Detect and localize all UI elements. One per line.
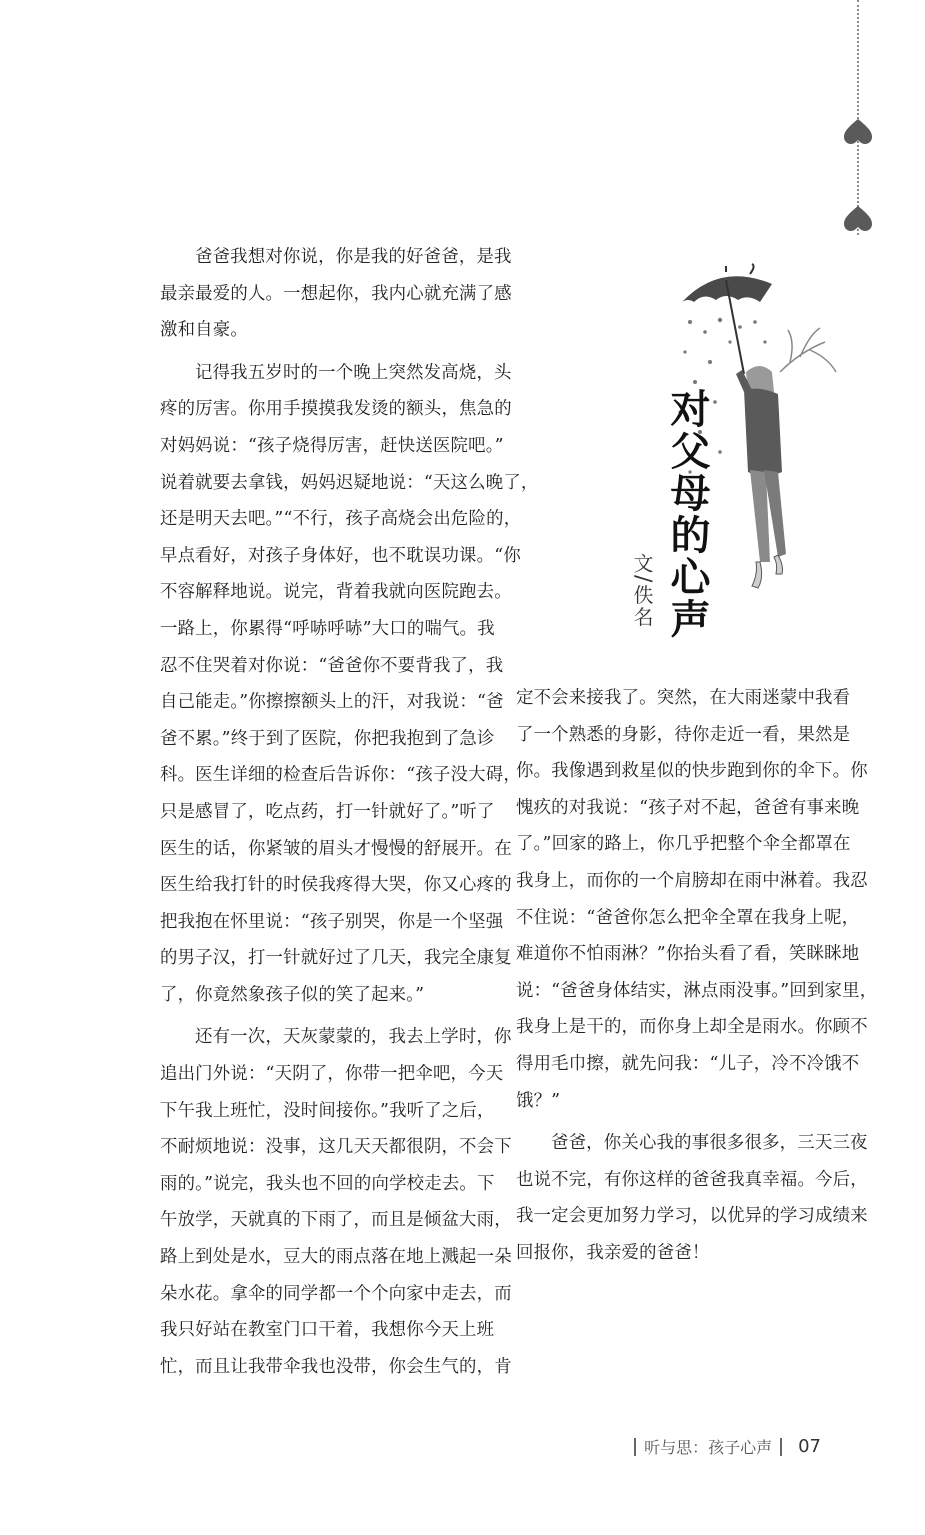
text-line: 爸爸，你关心我的事很多很多，三天三夜 xyxy=(551,1133,868,1154)
text-line: 你。我像遇到救星似的快步跑到你的伞下。你 xyxy=(516,761,868,782)
text-line: 我只好站在教室门口干着，我想你今天上班 xyxy=(160,1320,495,1341)
text-line: 定不会来接我了。突然，在大雨迷蒙中我看 xyxy=(516,688,851,708)
text-line: 激和自豪。 xyxy=(160,320,248,341)
footer-divider xyxy=(780,1438,782,1456)
text-line: 得用毛巾擦，就先问我：“儿子，冷不冷饿不 xyxy=(516,1053,860,1074)
text-line: 医生给我打针的时侯我疼得大哭，你又心疼的 xyxy=(160,875,512,896)
text-line: 追出门外说：“天阴了，你带一把伞吧，今天 xyxy=(160,1064,504,1085)
text-line: 不住说：“爸爸你怎么把伞全罩在我身上呢， xyxy=(516,907,860,928)
text-line: 科。医生详细的检查后告诉你：“孩子没大碍， xyxy=(160,765,521,786)
text-line: 我身上是干的，而你身上却全是雨水。你顾不 xyxy=(516,1017,868,1038)
byline-slash: / xyxy=(630,575,655,585)
text-line: 忍不住哭着对你说：“爸爸你不要背我了，我 xyxy=(160,655,504,676)
paragraph xyxy=(516,680,878,1119)
text-line: 雨的。”说完，我头也不回的向学校走去。下 xyxy=(160,1173,495,1194)
text-line: 的男子汉，打一针就好过了几天，我完全康复 xyxy=(160,948,512,969)
text-line: 了一个熟悉的身影，待你走近一看，果然是 xyxy=(516,724,851,745)
right-column xyxy=(516,680,878,1272)
text-line: 了。”回家的路上，你几乎把整个伞全都罩在 xyxy=(516,834,851,855)
text-line: 还有一次，天灰蒙蒙的，我去上学时，你 xyxy=(195,1027,512,1048)
text-line: 饿？” xyxy=(516,1090,561,1111)
article-title: 对父母的心声 xyxy=(664,388,710,640)
text-line: 午放学，天就真的下雨了，而且是倾盆大雨， xyxy=(160,1210,512,1231)
text-line: 最亲最爱的人。一想起你，我内心就充满了感 xyxy=(160,283,512,304)
paragraph xyxy=(160,1019,512,1385)
article-byline xyxy=(628,553,657,628)
left-column xyxy=(160,239,539,1385)
text-line: 不耐烦地说：没事，这几天天都很阴，不会下 xyxy=(160,1137,512,1158)
text-line: 不容解释地说。说完，背着我就向医院跑去。 xyxy=(160,582,512,603)
text-line: 我一定会更加努力学习，以优异的学习成绩来 xyxy=(516,1206,868,1227)
text-line: 回报你，我亲爱的爸爸！ xyxy=(516,1242,710,1263)
text-line: 忙，而且让我带伞我也没带，你会生气的，肯 xyxy=(160,1356,512,1377)
paragraph xyxy=(160,239,512,349)
text-line: 一路上，你累得“呼哧呼哧”大口的喘气。我 xyxy=(160,618,495,639)
text-line: 我身上，而你的一个肩膀却在雨中淋着。我忍 xyxy=(516,870,868,891)
text-line: 说：“爸爸身体结实，淋点雨没事。”回到家里， xyxy=(516,980,878,1001)
text-line: 把我抱在怀里说：“孩子别哭，你是一个坚强 xyxy=(160,911,504,932)
paragraph xyxy=(160,355,539,1014)
text-line: 愧疚的对我说：“孩子对不起，爸爸有事来晚 xyxy=(516,797,860,818)
paragraph xyxy=(516,1125,868,1271)
text-line: 记得我五岁时的一个晚上突然发高烧，头 xyxy=(195,362,512,383)
text-line: 早点看好，对孩子身体好，也不耽误功课。“你 xyxy=(160,545,521,566)
text-line: 爸不累。”终于到了医院，你把我抱到了急诊 xyxy=(160,728,495,749)
text-line: 了，你竟然象孩子似的笑了起来。” xyxy=(160,984,425,1005)
text-line: 疼的厉害。你用手摸摸我发烫的额头，焦急的 xyxy=(160,399,512,420)
text-line: 也说不完，有你这样的爸爸我真幸福。今后， xyxy=(516,1169,868,1190)
text-line: 说着就要去拿钱，妈妈迟疑地说：“天这么晚了， xyxy=(160,472,539,493)
text-line: 医生的话，你紧皱的眉头才慢慢的舒展开。在 xyxy=(160,838,512,859)
byline-author: 佚名 xyxy=(630,584,654,629)
text-line: 还是明天去吧。”“不行，孩子高烧会出危险的， xyxy=(160,509,522,530)
byline-prefix: 文 xyxy=(630,553,654,575)
footer-divider xyxy=(634,1438,636,1456)
text-line: 下午我上班忙，没时间接你。”我听了之后， xyxy=(160,1100,495,1121)
page-number: 07 xyxy=(798,1436,821,1457)
footer-section: 听与思：孩子心声 xyxy=(644,1438,773,1457)
heart-icon xyxy=(843,116,873,146)
text-line: 路上到处是水，豆大的雨点落在地上溅起一朵 xyxy=(160,1247,512,1268)
text-line: 自己能走。”你擦擦额头上的汗，对我说：“爸 xyxy=(160,692,504,713)
text-line: 对妈妈说：“孩子烧得厉害，赶快送医院吧。” xyxy=(160,435,504,456)
heart-icon xyxy=(843,203,873,233)
text-line: 爸爸我想对你说，你是我的好爸爸，是我 xyxy=(195,247,512,267)
text-line: 只是感冒了，吃点药，打一针就好了。”听了 xyxy=(160,801,495,822)
text-line: 难道你不怕雨淋？”你抬头看了看，笑眯眯地 xyxy=(516,944,860,965)
text-line: 朵水花。拿伞的同学都一个个向家中走去，而 xyxy=(160,1283,512,1304)
page-footer xyxy=(634,1435,821,1458)
